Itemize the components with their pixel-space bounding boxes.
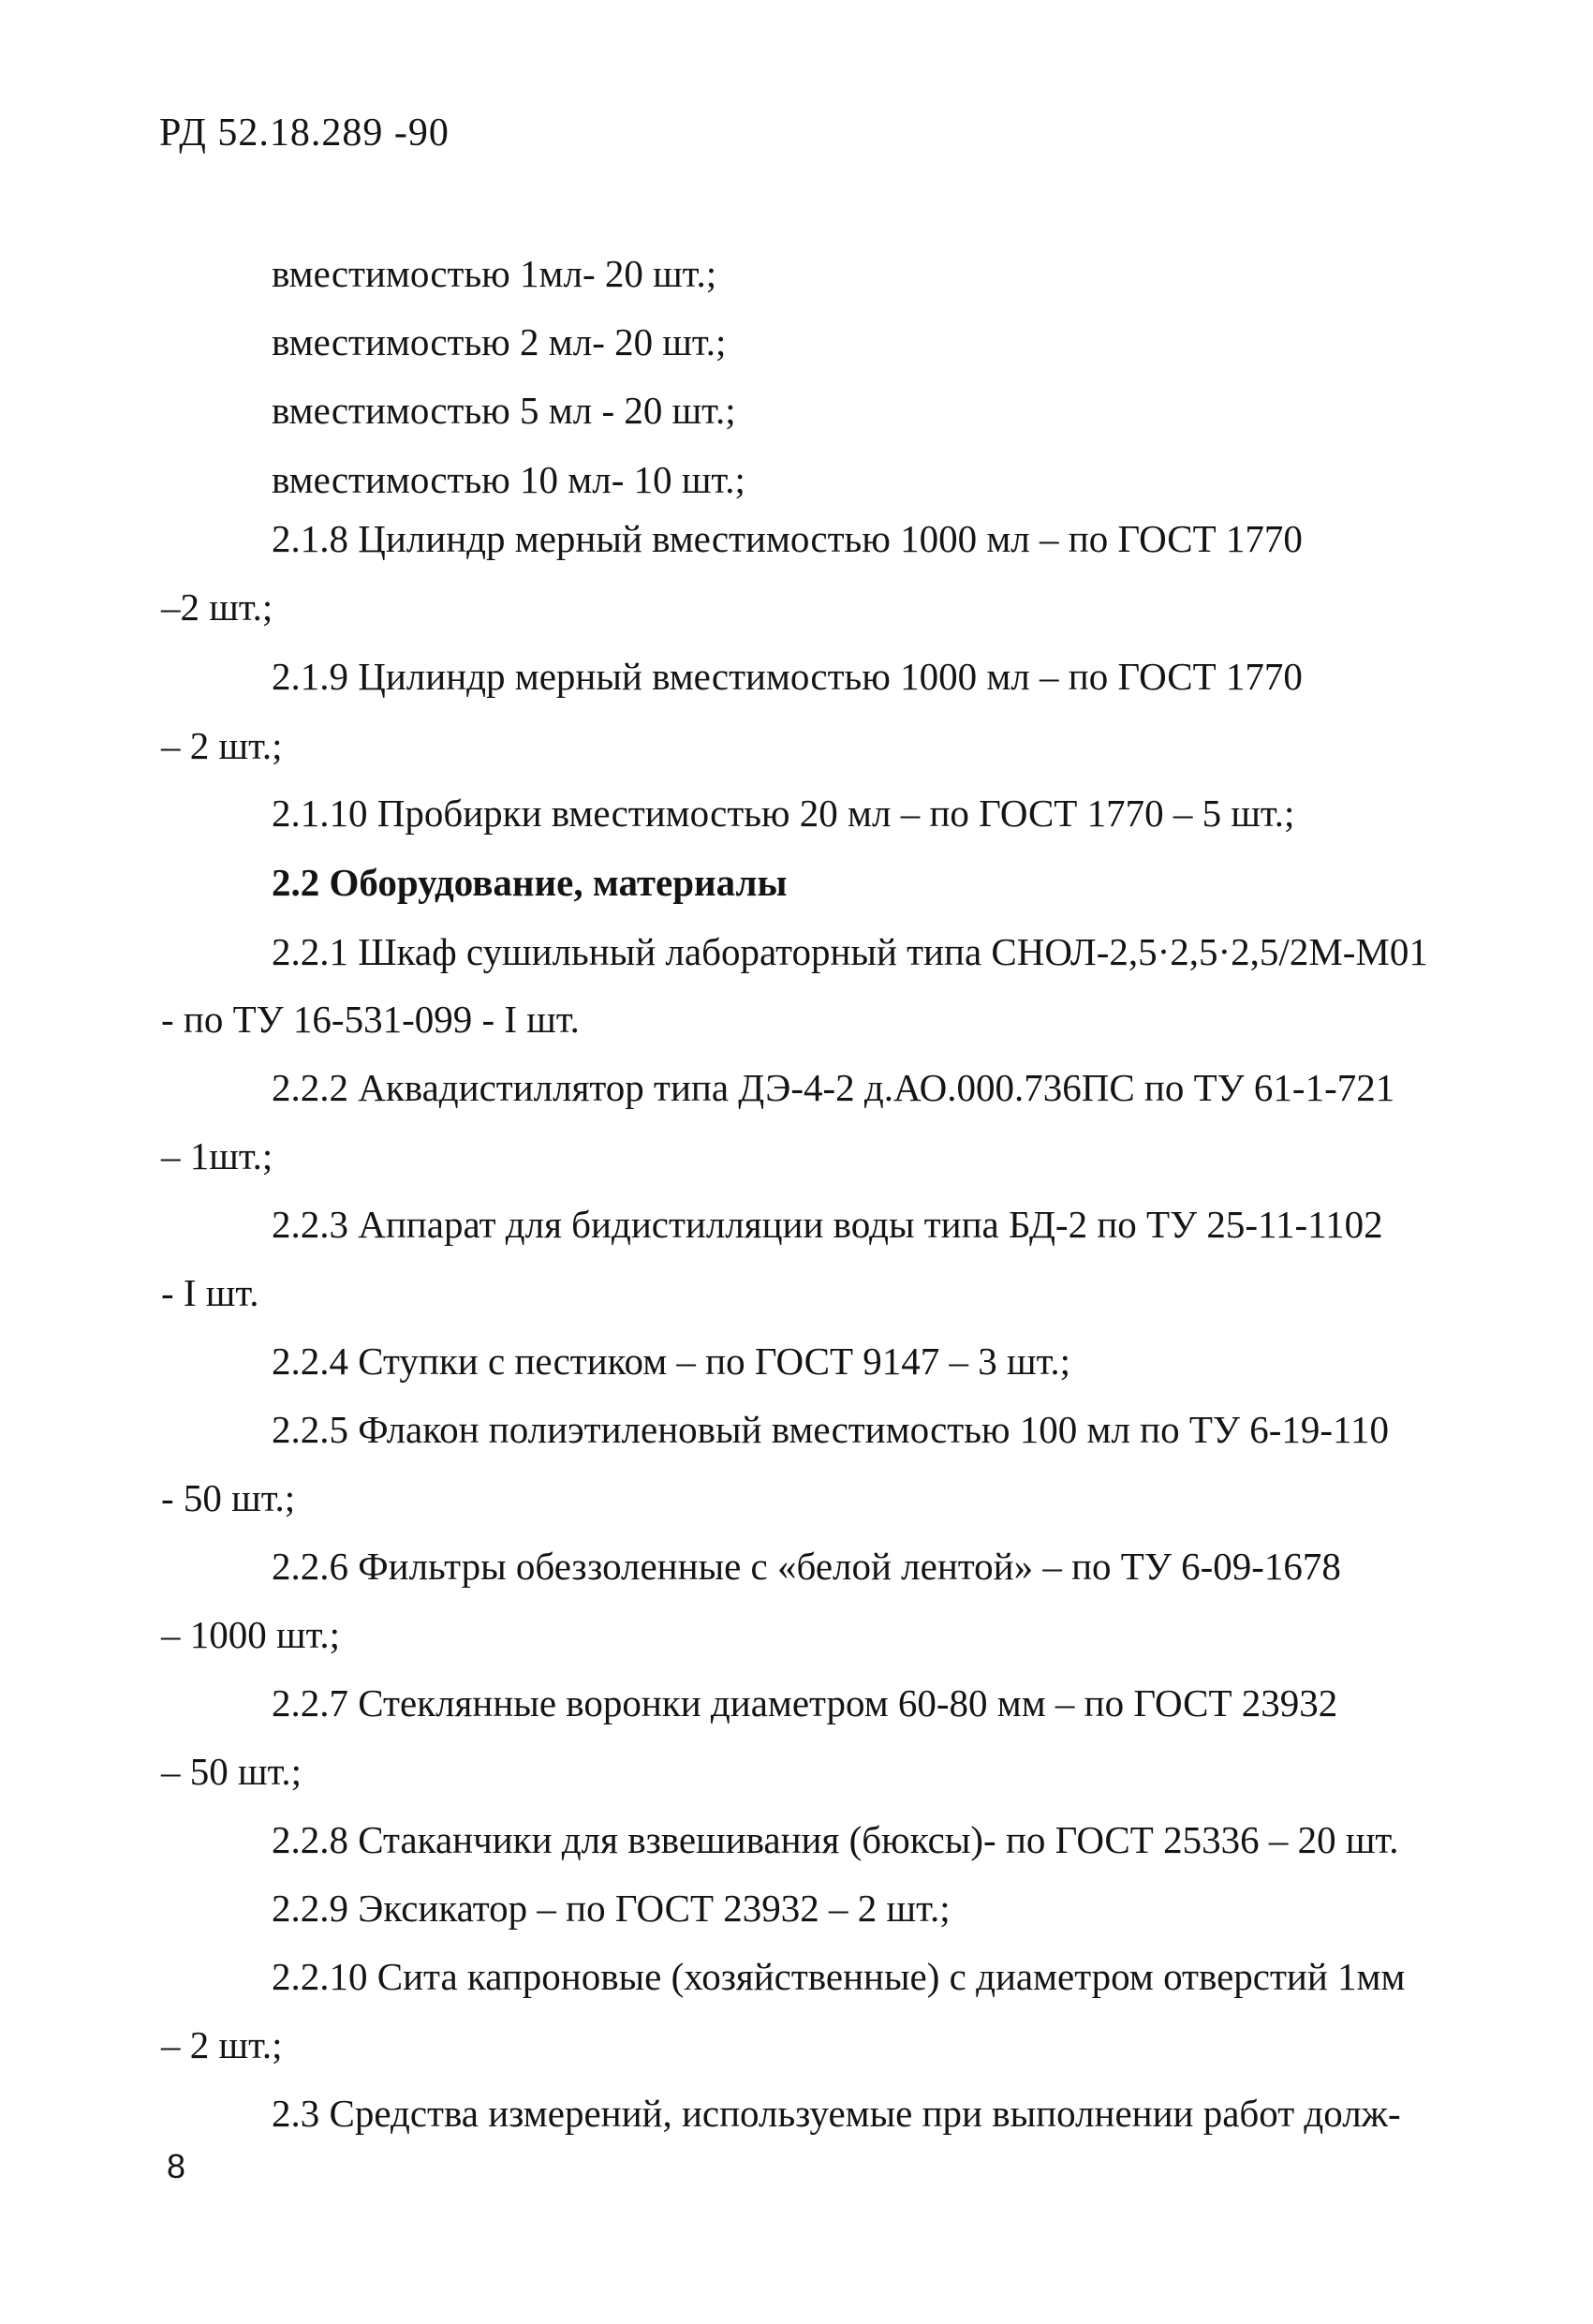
item-2-1-10: 2.1.10 Пробирки вместимостью 20 мл – по ГОСТ 1770 – 5 шт.; bbox=[272, 792, 1295, 835]
section-heading-2-2: 2.2 Оборудование, материалы bbox=[272, 861, 788, 904]
text-line: – 1000 шт.; bbox=[161, 1613, 341, 1656]
item-2-2-8: 2.2.8 Стаканчики для взвешивания (бюксы)- по ГОСТ 25336 – 20 шт. bbox=[272, 1818, 1399, 1861]
item-2-2-7: 2.2.7 Стеклянные воронки диаметром 60-80 мм – по ГОСТ 23932 bbox=[272, 1681, 1338, 1724]
text-line: – 2 шт.; bbox=[161, 2023, 283, 2066]
document-code-header: РД 52.18.289 -90 bbox=[159, 111, 450, 155]
text-line: - по ТУ 16-531-099 - I шт. bbox=[161, 998, 580, 1041]
text-line: – 1шт.; bbox=[161, 1134, 273, 1177]
item-2-2-2: 2.2.2 Аквадистиллятор типа ДЭ-4-2 д.АО.000.736ПС по ТУ 61-1-721 bbox=[272, 1066, 1395, 1109]
text-line: –2 шт.; bbox=[161, 585, 273, 629]
item-2-2-1: 2.2.1 Шкаф сушильный лабораторный типа СНОЛ-2,5·2,5·2,5/2М-М01 bbox=[272, 930, 1428, 973]
item-2-1-8: 2.1.8 Цилиндр мерный вместимостью 1000 мл – по ГОСТ 1770 bbox=[272, 517, 1303, 560]
item-2-2-3: 2.2.3 Аппарат для бидистилляции воды типа БД-2 по ТУ 25-11-1102 bbox=[272, 1203, 1383, 1246]
item-2-2-9: 2.2.9 Эксикатор – по ГОСТ 23932 – 2 шт.; bbox=[272, 1887, 951, 1930]
text-line: вместимостью 1мл- 20 шт.; bbox=[272, 252, 717, 295]
item-2-2-10: 2.2.10 Сита капроновые (хозяйственные) с диаметром отверстий 1мм bbox=[272, 1955, 1406, 1998]
item-2-2-6: 2.2.6 Фильтры обеззоленные с «белой лентой» – по ТУ 6-09-1678 bbox=[272, 1545, 1341, 1588]
text-line: – 50 шт.; bbox=[161, 1750, 302, 1793]
page-number: 8 bbox=[167, 2147, 186, 2185]
text-line: вместимостью 2 мл- 20 шт.; bbox=[272, 320, 727, 363]
text-line: - I шт. bbox=[161, 1271, 259, 1314]
item-2-1-9: 2.1.9 Цилиндр мерный вместимостью 1000 мл – по ГОСТ 1770 bbox=[272, 655, 1303, 698]
text-line: - 50 шт.; bbox=[161, 1476, 296, 1519]
text-line: вместимостью 10 мл- 10 шт.; bbox=[272, 458, 745, 501]
text-line: вместимостью 5 мл - 20 шт.; bbox=[272, 389, 736, 432]
item-2-2-4: 2.2.4 Ступки с пестиком – по ГОСТ 9147 – 3 шт.; bbox=[272, 1340, 1071, 1383]
text-line: – 2 шт.; bbox=[161, 724, 283, 767]
item-2-3: 2.3 Средства измерений, используемые при выполнении работ долж- bbox=[272, 2092, 1401, 2135]
item-2-2-5: 2.2.5 Флакон полиэтиленовый вместимостью 100 мл по ТУ 6-19-110 bbox=[272, 1408, 1389, 1451]
